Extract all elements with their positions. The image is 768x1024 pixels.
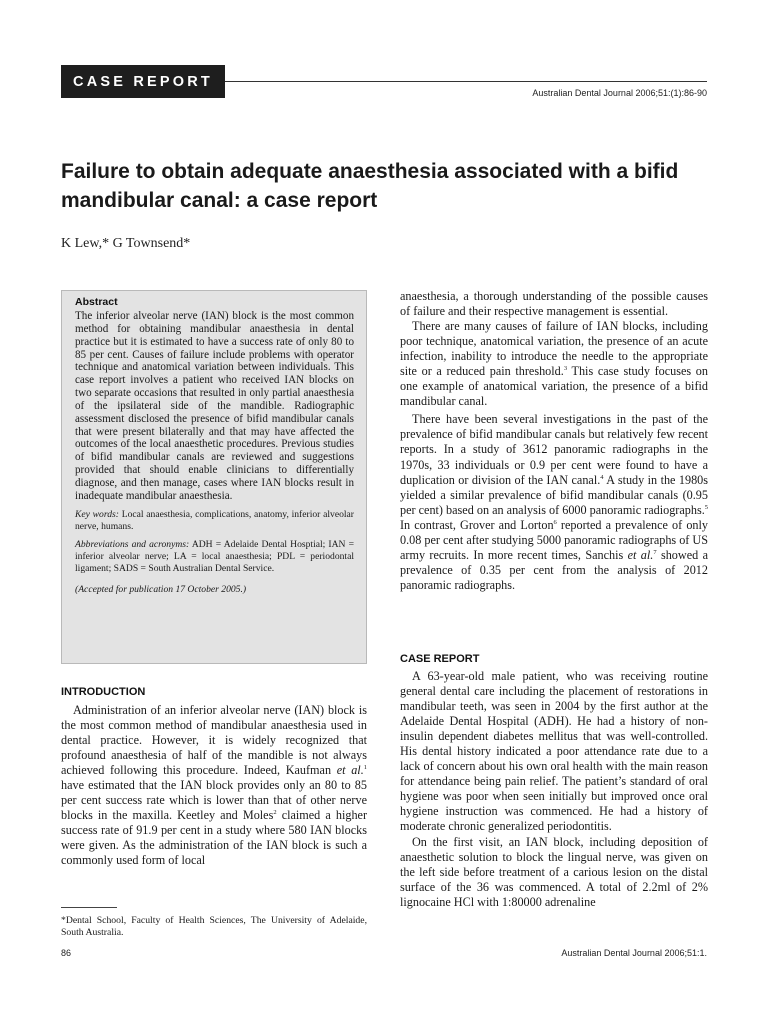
paragraph-causes: There are many causes of failure of IAN blocks, including poor technique, anatomical variation, the presence of an acute infection, inability to introduce the needle to the appropriate site or a reduced pain threshold.$^3$ This case study focuses on one example of anatomical variation, the presence of a bifid mandibular canal. [400,319,708,409]
section-label: CASE REPORT [61,65,225,98]
case-report-paragraph: A 63-year-old male patient, who was receiving routine general dental care including the placement of restorations in mandibular teeth, was seen in 2004 by the first author at the Adelaide Dental Hospital (ADH). He had a history of non-insulin dependent diabetes mellitus that was well-controlled. His dental history indicated a poor attendance rate due to a lack of concern about his own oral health with the main reason for attendance being pain relief. The patient’s standard of oral hygiene was poor when seen initially but improved once oral hygiene instruction was commenced. He had a history of moderate chronic generalized periodontitis. [400,669,708,834]
right-column-body [400,289,708,593]
abbreviations-label: Abbreviations and acronyms: [75,539,190,551]
case-report-heading: CASE REPORT [400,653,480,665]
footnote-rule [61,907,117,908]
abbreviations [75,539,354,576]
introduction-paragraph: Administration of an inferior alveolar nerve (IAN) block is the most common method of mandibular anaesthesia used in dental practice. However, it is widely recognized that profound anaesthesia of half of the mandible is not always achieved following this procedure. Indeed, Kaufman et al.$^1$ have estimated that the IAN block provides only an 80 to 85 per cent success rate which is lower than that of other nerve blocks in the maxilla. Keetley and Moles$^2$ claimed a higher success rate of 91.9 per cent in a study where 580 IAN blocks were given. As the administration of the IAN block is such a commonly used form of local [61,703,368,868]
journal-citation-header: Australian Dental Journal 2006;51:(1):86-90 [532,88,707,98]
author-affiliation-footnote: *Dental School, Faculty of Health Sciences, The University of Adelaide, South Australia. [61,915,367,939]
keywords-text: Local anaesthesia, complications, anatomy, inferior alveolar nerve, humans. [75,508,354,532]
abbreviations-text: ADH = Adelaide Dental Hosptial; IAN = inferior alveolar nerve; LA = local anaesthesia; PDL = periodontal ligament; SADS = South Australian Dental Service. [75,539,355,575]
journal-citation-footer: Australian Dental Journal 2006;51:1. [561,948,707,958]
first-visit-paragraph: On the first visit, an IAN block, including deposition of anaesthetic solution to block the lingual nerve, was given on the left side before treatment of a carious lesion on the distal surface of the 36 was commenced. A total of 2.2ml of 2% lignocaine HCl with 1:80000 adrenaline [400,834,708,909]
case-report-body [400,669,708,910]
abstract-heading: Abstract [75,296,118,308]
header-rule [225,81,707,82]
page-number: 86 [61,948,72,958]
paragraph-continuation: anaesthesia, a thorough understanding of the possible causes of failure and their respective management is essential. [400,289,708,319]
accepted-note: (Accepted for publication 17 October 2005.) [75,583,247,595]
article-authors: K Lew,* G Townsend* [61,236,191,251]
keywords-label: Key words: [75,508,119,520]
introduction-heading: INTRODUCTION [61,686,146,698]
keywords [75,509,354,533]
paragraph-prevalence: There have been several investigations in the past of the prevalence of bifid mandibular canals but relatively few recent reports. In a study of 3612 panoramic radiographs in the 1970s, 33 individuals or 0.9 per cent were found to have a duplication or division of the IAN canal.$^4$ A study in the 1980s yielded a similar prevalence of bifid mandibular canals (0.95 per cent) based on an analysis of 6000 panoramic radiographs.$^5$ In contrast, Grover and Lorton$^6$ reported a prevalence of only 0.08 per cent after studying 5000 panoramic radiographs of US army recruits. In more recent times, Sanchis et al.$^7$ showed a prevalence of 0.35 per cent from the analysis of 2012 panoramic radiographs. [400,412,709,592]
article-title: Failure to obtain adequate anaesthesia associated with a bifid mandibular canal: a case report [61,160,679,212]
abstract-text: The inferior alveolar nerve (IAN) block is the most common method for obtaining mandibular anaesthesia in dental practice but it is estimated to have a success rate of only 80 to 85 per cent. Causes of failure include problems with operator technique and anatomical variation between individuals. This case report involves a patient who received IAN blocks on two separate occasions that resulted in only partial anaesthesia of the ipsilateral side of the mandible. Radiographic assessment disclosed the presence of bifid mandibular canals that were present bilaterally and that may have affected the outcomes of the local anaesthetic procedures. Previous studies of bifid mandibular canals are reviewed and suggestions provided that should enable clinicians to differentially diagnose, and then manage, cases where IAN blocks result in inadequate mandibular anaesthesia. [75,310,354,502]
introduction-body [61,703,367,869]
abstract-box [61,290,367,664]
